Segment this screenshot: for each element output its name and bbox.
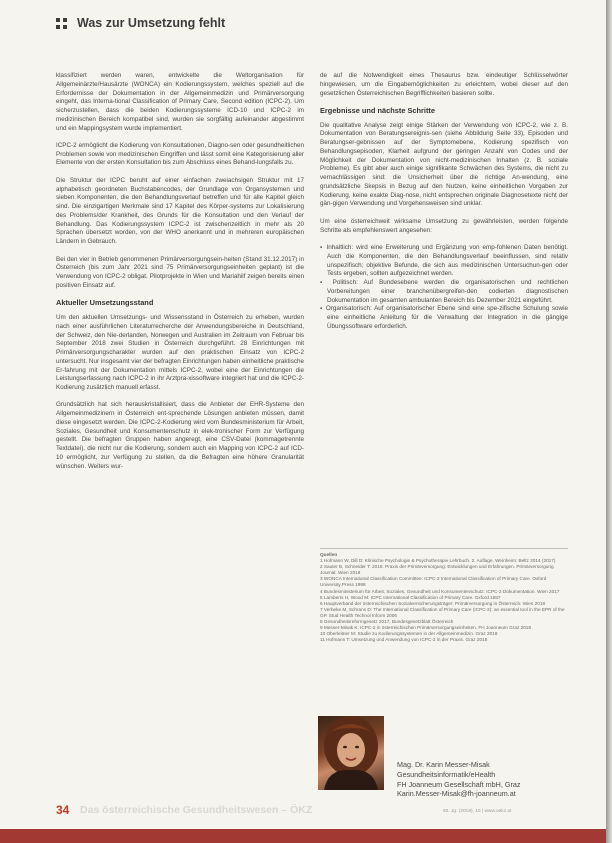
reference-item: 11 Hofmann T: Umsetzung und Anwendung von ICPC-2 in der Praxis. Graz 2018	[320, 637, 488, 643]
reference-item: 1 Hofmann W, Dill D: Klinische Psychologie & Psychotherapie Lehrbuch. 2. Auflage, Weinheim: Beltz 2014 (2017)	[320, 558, 556, 564]
reference-item: 3 WONCA International Classification Committee: ICPC-2 International Classification of Primary Care. Oxford University Press 1998	[320, 576, 547, 588]
subheading: Aktueller Umsetzungsstand	[56, 298, 154, 308]
author-photo	[318, 716, 384, 790]
body-paragraph: klassifiziert werden waren, entwickelte die Weltorganisation für Allgemeinärzte/Hausärzte (WONCA) ein Kodierungssystem, welches speziell auf die Erfordernisse der Dokumentation in der Allgemeinmedizin und Primärversorgung eingeht, das Interna-tional Classification of Primary Care, Second edition (ICPC-2). Um sicherzustellen, dass die beiden Kodierungssysteme ICD-10 und ICPC-2 im medizinischen Bereich kompatibel sind, wurden sie sorgfältig aufeinander abgestimmt und ein Mappingsystem wurde implementiert.	[56, 72, 304, 132]
recommendation-list	[320, 244, 568, 332]
list-item: ▪ Inhaltlich: wird eine Erweiterung und Ergänzung von emp-fohlenen Daten benötigt. Auch die Komponenten, die den Behandlungsverlauf beeinflussen, sind relativ unspezifisch; objektive Befunde, die sich aus medizinischen Untersuchun-gen oder Tests ergeben, sollten aufgezeichnet werden.	[320, 244, 568, 279]
body-paragraph: ICPC-2 ermöglicht die Kodierung von Konsultationen, Diagno-sen oder gesundheitlichen Problemen sowie von medizinischen Eingriffen und lässt somit eine Kategorisierung aller Elemente von der ersten Konsultation bis zum Abschluss eines Behand-lungsfalls zu.	[56, 141, 304, 167]
right-column	[320, 72, 568, 340]
subheading: Ergebnisse und nächste Schritte	[320, 105, 435, 115]
reference-item: 9 Messer-Misak K: ICPC-2 in österreichischen Primärversorgungseinheiten. FH Joanneum Graz 2018	[320, 625, 532, 631]
reference-item: 7 Verbeke M, Schrans D: The International Classification of Primary Care (ICPC-2): an essential tool in the EPR of the GP. Stud Health Technol Inform 2006	[320, 606, 565, 618]
author-field: Gesundheitsinformatik/eHealth	[397, 769, 496, 779]
section-title: Was zur Umsetzung fehlt	[77, 16, 226, 30]
page-number: 34	[56, 803, 70, 817]
issue-info: 60. Jg. (2019), 10 | www.oekz.at	[443, 809, 512, 814]
publication-name: Das österreichische Gesundheitswesen – ÖKZ	[80, 804, 313, 816]
list-item: ▪ Organisatorisch: Auf organisatorischer Ebene sind eine spe-zifische Schulung sowie eine einheitliche Anleitung für die Verwaltung der Integration in die gängige Übungssoftware erforderlich.	[320, 305, 568, 331]
left-column	[56, 72, 304, 480]
reference-item: 5 Lamberts H, Wood M: ICPC International Classification of Primary Care. Oxford 1987	[320, 594, 501, 600]
body-paragraph: Um den aktuellen Umsetzungs- und Wissensstand in Österreich zu erheben, wurden nach einer ausführlichen Literaturrecherche der Anwendungsbereiche in Deutschland, der Schweiz, den Nie-derlanden, Norwegen und Australien im Zeitraum von Februar bis September 2018 zwei Studien in Österreich durchgeführt. 28 Einrichtungen mit Primärversorgungscharakter wurden auf den praktischen Einsatz von ICPC-2 untersucht. Nur insgesamt vier der befragten Einrichtungen haben einheitliche praktische Er-fahrung mit der Dokumentation mittels ICPC-2, wobei eine der Einrichtungen die Leistungserfassung nach ICPC-2 in ihr Arztpra-xissoftware integriert hat und die ICPC-2-Kodierung zusätzlich manuell erfasst.	[56, 314, 304, 391]
body-paragraph: Die qualitative Analyse zeigt einige Stärken der Verwendung von ICPC-2, wie z. B. Dokumentation von Beratungsereignis-sen (siehe Abbildung Seite 33), Episoden und Beratungser-gebnissen auf der Symptomebene, Kodierung spezifisch von Behandlungsepisoden, Klarheit aufgrund der geringen Anzahl von Codes und der Möglichkeit der Dokumentation von nicht-medizinischen Inhalten (z. B. soziale Probleme). Es gibt aber auch einige signifikante Schwächen des Systems, die nicht zu vernachlässigen sind: die Unsicherheit über die richtige An-wendung, eine grundsätzliche Skepsis in Bezug auf den Nutzen, keine einheitlichen Vorgaben zur Kodierung, keine exakte Diag-nose, nicht entsprechen originale Diagnosetexte nicht der gän-gigen Verwendung und Vorgehensweisen sind unklar.	[320, 121, 568, 208]
body-paragraph: de auf die Notwendigkeit eines Thesaurus bzw. eindeutiger Schlüsselwörter hingewiesen, um die Eingabemöglichkeiten zu erleichtern, wobei dieser auf den gesetzlichen Österreichischen Begrifflichkeiten basieren sollte.	[320, 72, 568, 97]
reference-item: 8 Gesundheitsreformgesetz 2017, Bundesgesetzblatt Österreich	[320, 619, 454, 625]
references-list	[320, 558, 568, 643]
references	[320, 548, 568, 643]
reference-item: 6 Hauptverband der österreichischen Sozialversicherungsträger: Primärversorgung in Österreich. Wien 2018	[320, 600, 546, 606]
references-heading: Quellen	[320, 552, 338, 557]
body-paragraph: Grundsätzlich hat sich herauskristallisiert, dass die Anbieter der EHR-Systeme den Allgemeinmedizinern in Österreich ent-sprechende Lösungen anbieten müssen, damit diese eingesetzt werden. Die ICPC-2-Kodierung wird vom Bundesministerium für Arbeit, Soziales, Gesundheit und Konsumentenschutz in elek-tronischer Form zur Verfügung gestellt. Die befragten Gruppen haben angeregt, eine CSV-Datei (kommagetrennte Textdatei), die nicht nur die Kodierung, sondern auch ein Mapping von ICPC-2 auf ICD-10 ermöglicht, zur Verfügung zu stellen, da die Befragten eine höhere Granularität wünschen. Weiters wur-	[56, 401, 304, 470]
author-email[interactable]: Karin.Messer-Misak@fh-joanneum.at	[397, 789, 516, 799]
reference-item: 2 Sauter B, Schneider T: 2018. Praxis der Primärversorgung: Entwicklungen und Erfahrungen. Primärversorgung Journal. Wien 2018	[320, 564, 554, 576]
list-item: ▪ Politisch: Auf Bundesebene werden die organisatorischen und rechtlichen Vorbereitungen einer branchenübergreifen-den codierten diagnostischen Dokumentation im gesamten ambulanten Bereich bis Dezember 2021 eingeführt.	[320, 279, 568, 305]
page-edge	[606, 0, 612, 843]
author-organization: FH Joanneum Gesellschaft mbH, Graz	[397, 779, 521, 789]
author-box	[397, 760, 520, 799]
section-header	[56, 16, 225, 30]
body-paragraph: Um eine österreichweit wirksame Umsetzung zu gewährleisten, werden folgende Schritte als empfehlenswert angesehen:	[320, 217, 568, 234]
reference-item: 10 Oberleitner M: Studie zu Kodierungssystemen in der Allgemeinmedizin. Graz 2018	[320, 631, 498, 637]
body-paragraph: Bei den vier in Betrieb genommenen Primärversorgungsein-heiten (Stand 31.12.2017) in Österreich (bis zum Jahr 2021 sind 75 Primärversorgungseinheiten geplant) ist die Verwendung von ICPC-2 obligat. Pilotprojekte in Wien und Mariahilf zeigen bereits einen positiven Einsatz auf.	[56, 255, 304, 289]
author-name: Mag. Dr. Karin Messer-Misak	[397, 760, 490, 769]
reference-item: 4 Bundesministerium für Arbeit, Soziales, Gesundheit und Konsumentenschutz: ICPC-2 Dokumentation. Wien 2017	[320, 588, 560, 594]
bottom-color-strip	[0, 829, 606, 843]
body-paragraph: Die Struktur der ICPC beruht auf einer einfachen zweiachsigen Struktur mit 17 alphabetisch geordneten Buchstabencodes, der Grundlage von Organsystemen und sieben Komponenten, die den Behandlungsverlauf betreffen und für alle Kapitel gleich sind. Die einzigartigen Merkmale sind 17 Kapitel des Körper-systems zur Lokalisierung des Problems/der Krankheit, des Grunds für die Konsultation und den Verlauf der Behandlung. Das Kodierungssystem ICPC-2 ist zwischenzeitlich in mehr als 20 Sprachen übersetzt worden, von der WHO anerkannt und in mehreren europäischen Ländern in Gebrauch.	[56, 176, 304, 246]
section-dots-icon	[56, 18, 67, 29]
